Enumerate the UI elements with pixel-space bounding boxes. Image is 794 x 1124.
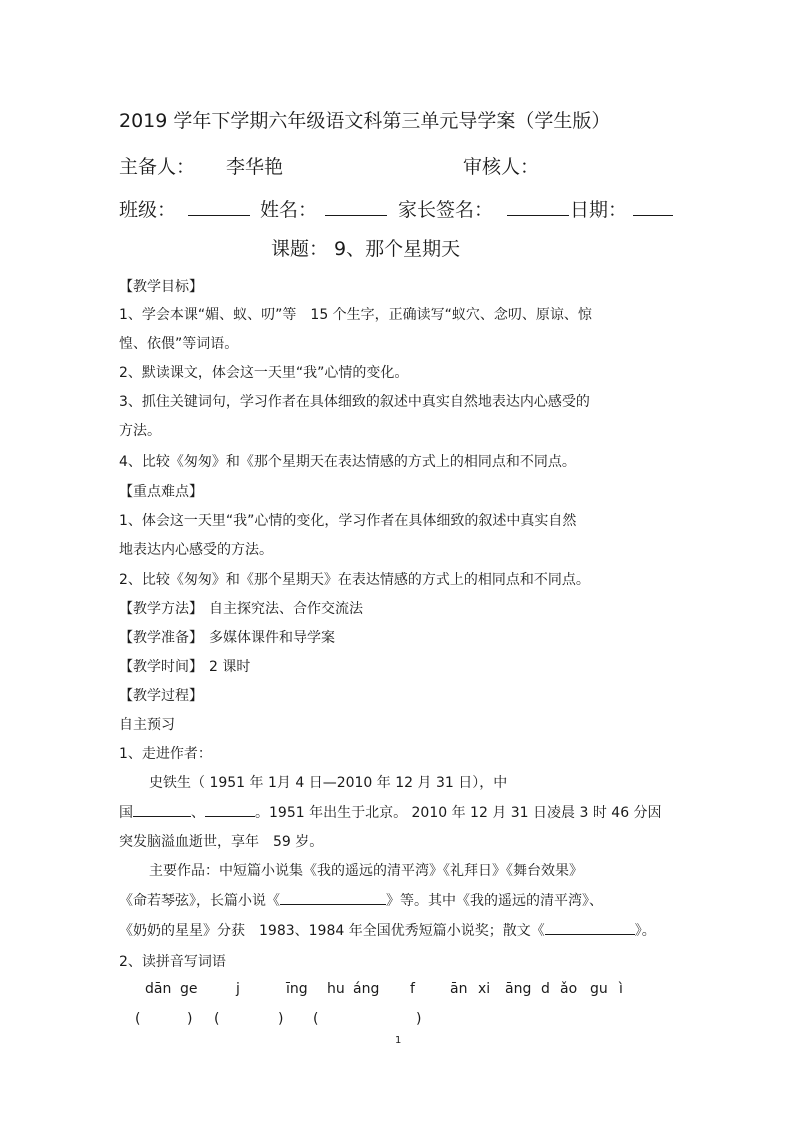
author-line: 主要作品：中短篇小说集《我的遥远的清平湾》《礼拜日》《舞台效果》 <box>149 863 583 879</box>
fill-in-blank[interactable] <box>545 920 635 935</box>
process-heading: 【教学过程】 <box>119 688 203 704</box>
author-line: 史铁生（ 1951 年 1月 4 日—2010 年 12 月 31 日），中 <box>149 775 508 791</box>
pinyin-syllable: d <box>541 981 550 997</box>
pinyin-syllable: īng <box>286 981 308 997</box>
method-label: 【教学方法】 <box>119 601 203 617</box>
author-line-blanks <box>119 802 662 822</box>
author-line: 突发脑溢血逝世，享年 59 岁。 <box>119 834 324 850</box>
author-heading: 1、走进作者： <box>119 746 212 762</box>
pinyin-syllable: ǎo <box>560 981 578 997</box>
bracket-close: ) <box>187 1011 193 1027</box>
date-label: 日期： <box>570 199 628 221</box>
document-title: 2019 学年下学期六年级语文科第三单元导学案（学生版） <box>119 110 611 132</box>
answer-brackets-row <box>0 1011 794 1031</box>
class-label: 班级： <box>119 199 177 221</box>
preparer-label: 主备人： <box>119 156 196 178</box>
parent-signature-field <box>398 195 569 222</box>
author-line-suffix: 。1951 年出生于北京。 2010 年 12 月 31 日凌晨 3 时 46 分因 <box>255 805 662 821</box>
pinyin-syllable: dān <box>145 981 172 997</box>
method-value: 自主探究法、合作交流法 <box>209 601 363 617</box>
goal-line: 4、比较《匆匆》和《那个星期天在表达情感的方式上的相同点和不同点。 <box>119 454 576 470</box>
pinyin-syllable: ān <box>450 981 468 997</box>
key-points-heading: 【重点难点】 <box>119 484 203 500</box>
pinyin-syllable: ì <box>619 981 623 997</box>
bracket-open: ( <box>313 1011 319 1027</box>
pinyin-syllable: áng <box>353 981 380 997</box>
pinyin-heading: 2、读拼音写词语 <box>119 954 226 970</box>
preview-heading: 自主预习 <box>119 717 175 733</box>
fill-in-blank[interactable] <box>280 890 386 905</box>
author-line-suffix: 》等。其中《我的遥远的清平湾》、 <box>386 893 603 909</box>
pinyin-syllable: f <box>410 981 415 997</box>
pinyin-syllable: hu <box>327 981 345 997</box>
pinyin-syllable: ge <box>180 981 198 997</box>
class-blank[interactable] <box>188 199 250 216</box>
bracket-close: ) <box>416 1011 422 1027</box>
pinyin-syllable: gu <box>590 981 608 997</box>
name-label: 姓名： <box>260 199 318 221</box>
bracket-open: ( <box>135 1011 141 1027</box>
fill-in-blank[interactable] <box>205 802 255 817</box>
preparation-row <box>119 627 335 647</box>
class-field <box>119 195 250 222</box>
goal-line: 2、默读课文，体会这一天里“我”心情的变化。 <box>119 365 409 381</box>
pinyin-row <box>0 981 794 1001</box>
author-line-separator: 、 <box>191 805 205 821</box>
time-value: 2 课时 <box>209 659 251 675</box>
lesson-title: 课题： 9、那个星期天 <box>271 238 461 260</box>
bracket-open: ( <box>214 1011 220 1027</box>
key-point-line: 1、体会这一天里“我”心情的变化，学习作者在具体细致的叙述中真实自然 <box>119 513 577 529</box>
time-label: 【教学时间】 <box>119 659 203 675</box>
name-blank[interactable] <box>325 199 387 216</box>
preparer-name: 李华艳 <box>226 156 284 178</box>
name-field <box>260 195 387 222</box>
page-number: 1 <box>395 1035 402 1046</box>
pinyin-syllable: xi <box>478 981 491 997</box>
pinyin-syllable: j <box>236 981 240 997</box>
parent-signature-blank[interactable] <box>507 199 569 216</box>
goal-line: 惶、依偎”等词语。 <box>119 336 239 352</box>
date-blank[interactable] <box>633 199 673 216</box>
author-line-blanks <box>119 920 656 940</box>
goal-line: 方法。 <box>119 423 161 439</box>
date-field <box>570 195 673 222</box>
reviewer-label: 审核人： <box>463 156 540 178</box>
bracket-close: ) <box>278 1011 284 1027</box>
goal-line: 1、学会本课“媚、蚁、叨”等 15 个生字，正确读写“蚁穴、念叨、原谅、惊 <box>119 307 592 323</box>
goal-line: 3、抓住关键词句，学习作者在具体细致的叙述中真实自然地表达内心感受的 <box>119 394 590 410</box>
parent-signature-label: 家长签名： <box>398 199 494 221</box>
preparation-label: 【教学准备】 <box>119 630 203 646</box>
fill-in-blank[interactable] <box>133 802 191 817</box>
method-row <box>119 598 363 618</box>
author-line-prefix: 《命若琴弦》，长篇小说《 <box>119 893 280 909</box>
author-line-blanks <box>119 890 603 910</box>
key-point-line: 地表达内心感受的方法。 <box>119 542 273 558</box>
author-line-suffix: 》。 <box>634 923 656 939</box>
pinyin-syllable: āng <box>505 981 532 997</box>
time-row <box>119 656 250 676</box>
author-line-prefix: 《奶奶的星星》分获 1983、1984 年全国优秀短篇小说奖；散文《 <box>119 923 545 939</box>
goals-heading: 【教学目标】 <box>119 279 203 295</box>
key-point-line: 2、比较《匆匆》和《那个星期天》在表达情感的方式上的相同点和不同点。 <box>119 572 590 588</box>
author-line-prefix: 国 <box>119 805 133 821</box>
preparation-value: 多媒体课件和导学案 <box>209 630 335 646</box>
